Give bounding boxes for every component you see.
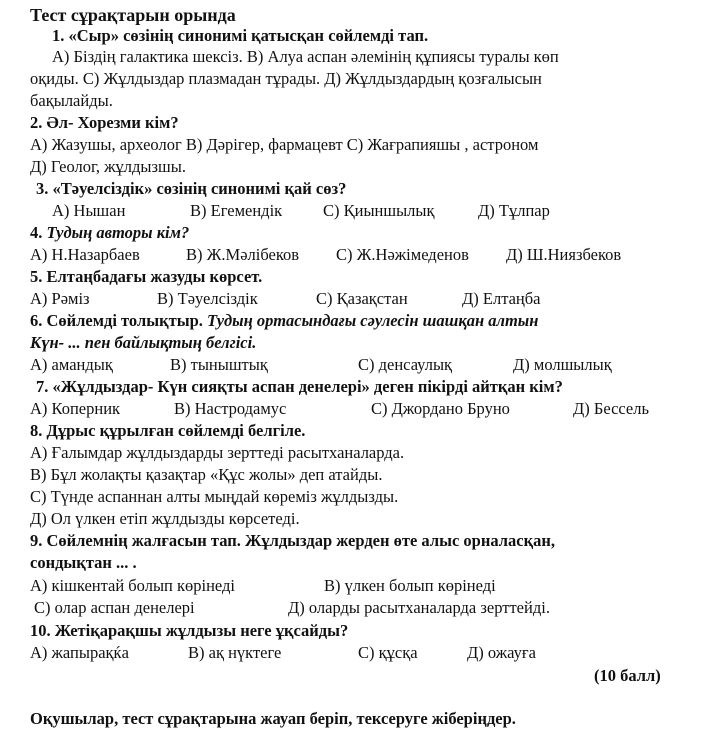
question-6-option-d: Д) молшылық [513, 355, 612, 374]
question-5-option-c: С) Қазақстан [316, 289, 408, 308]
question-6-sentence-2: Күн- ... пен байлықтың белгісі. [30, 333, 257, 352]
question-2: 2. Әл- Хорезми кім? [30, 113, 179, 132]
question-5: 5. Елтаңбадағы жазуды көрсет. [30, 267, 263, 286]
question-10: 10. Жетіқарақшы жұлдызы неге ұқсайды? [30, 621, 349, 640]
question-9-option-b: В) үлкен болып көрінеді [324, 576, 496, 595]
question-3-option-d: Д) Тұлпар [478, 201, 550, 220]
question-4 [30, 223, 189, 243]
question-4-option-a: А) Н.Назарбаев [30, 245, 140, 264]
question-9: 9. Сөйлемнің жалғасын тап. Жұлдыздар жерден өте алыс орналасқан, [30, 531, 555, 550]
question-5-option-d: Д) Елтаңба [462, 289, 541, 308]
question-8-option-d: Д) Ол үлкен етіп жұлдызды көрсетеді. [30, 509, 300, 528]
question-5-option-b: В) Тәуелсіздік [157, 289, 258, 308]
question-7-option-b: В) Настродамус [174, 399, 287, 418]
question-7-option-d: Д) Бессель [573, 399, 650, 418]
question-1: 1. «Сыр» сөзінің синонимі қатысқан сөйлемді тап. [52, 26, 429, 45]
question-1-options-line-1: А) Біздің галактика шексіз. В) Алуа аспан әлемінің құпиясы туралы көп [52, 47, 559, 66]
question-10-option-d: Д) ожауға [467, 643, 536, 662]
question-4-text: Тудың авторы кім? [46, 223, 190, 242]
question-5-option-a: А) Рәміз [30, 289, 90, 308]
question-6-instruction: 6. Сөйлемді толықтыр. [30, 311, 208, 330]
question-9-continuation: сондықтан ... . [30, 553, 137, 572]
question-8-option-b: В) Бұл жолақты қазақтар «Құс жолы» деп атайды. [30, 465, 383, 484]
question-6 [30, 311, 538, 331]
question-2-options-line-1: А) Жазушы, археолог В) Дәрігер, фармацевт С) Жағрапияшы , астроном [30, 135, 539, 154]
question-10-option-b: В) ақ нүктеге [188, 643, 282, 662]
question-3: 3. «Тәуелсіздік» сөзінің синонимі қай сөз? [36, 179, 347, 198]
question-7-option-a: А) Коперник [30, 399, 121, 418]
page-title: Тест сұрақтарын орында [30, 5, 236, 25]
question-9-option-c: С) олар аспан денелері [34, 598, 195, 617]
footer-instruction: Оқушылар, тест сұрақтарына жауап беріп, тексеруге жіберіңдер. [30, 709, 516, 728]
question-7: 7. «Жұлдыздар- Күн сияқты аспан денелері» деген пікірді айтқан кім? [36, 377, 563, 396]
question-9-option-d: Д) оларды расытханаларда зерттейді. [288, 598, 550, 617]
question-4-option-b: В) Ж.Мәлібеков [186, 245, 300, 264]
question-8-option-c: С) Түнде аспаннан алты мыңдай көреміз жұлдызды. [30, 487, 399, 506]
question-2-options-line-2: Д) Геолог, жұлдызшы. [30, 157, 186, 176]
question-3-option-c: С) Қиыншылық [323, 201, 435, 220]
question-10-option-c: С) құсқа [358, 643, 418, 662]
question-4-number: 4. [30, 223, 47, 242]
question-8-option-a: А) Ғалымдар жұлдыздарды зерттеді расытханаларда. [30, 443, 405, 462]
question-6-option-c: С) денсаулық [358, 355, 453, 374]
question-7-option-c: С) Джордано Бруно [371, 399, 510, 418]
question-6-option-a: А) амандық [30, 355, 113, 374]
question-10-option-a: А) жапырақќа [30, 643, 129, 662]
question-6-sentence-1: Тудың ортасындағы сәулесін шашқан алтын [207, 311, 539, 330]
question-8: 8. Дұрыс құрылған сөйлемді белгіле. [30, 421, 306, 440]
score-label: (10 балл) [594, 666, 661, 685]
question-9-option-a: А) кішкентай болып көрінеді [30, 576, 236, 595]
question-1-options-line-2: оқиды. С) Жұлдыздар плазмадан тұрады. Д) Жұлдыздардың қозғалысын [30, 69, 542, 88]
question-4-option-c: С) Ж.Нәжімеденов [336, 245, 469, 264]
question-4-option-d: Д) Ш.Ниязбеков [506, 245, 622, 264]
question-3-option-b: В) Егемендік [190, 201, 283, 220]
question-1-options-line-3: бақылайды. [30, 91, 113, 110]
question-3-option-a: А) Нышан [52, 201, 126, 220]
question-6-option-b: В) тыныштық [170, 355, 268, 374]
